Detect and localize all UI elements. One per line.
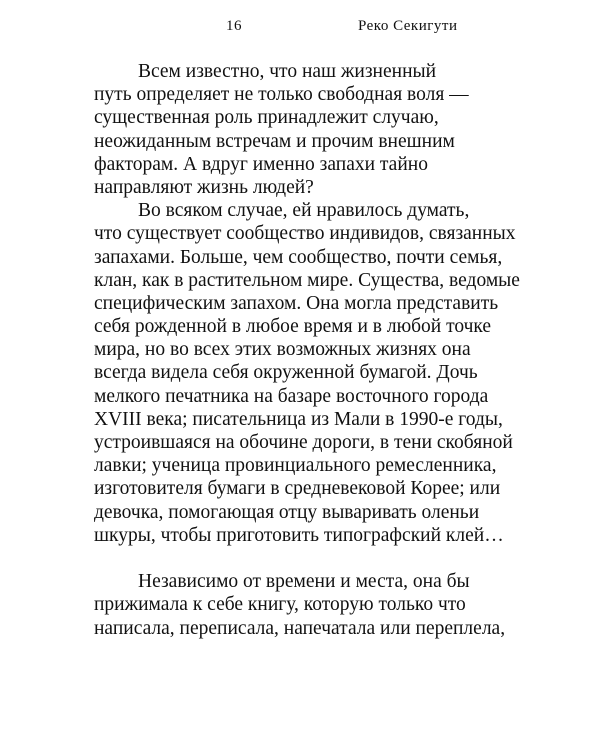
text-line: себя рожденной в любое время и в любой точке [94, 316, 492, 338]
text-line: XVIII века; писательница из Мали в 1990-е годы, [94, 408, 503, 430]
text-line: факторам. А вдруг именно запахи тайно [94, 153, 428, 175]
text-line: всегда видела себя окруженной бумагой. Дочь [94, 362, 478, 384]
text-line: что существует сообщество индивидов, связанных [94, 223, 516, 245]
text-line: Во всяком случае, ей нравилось думать, [138, 200, 470, 222]
paragraph-2 [94, 199, 520, 547]
text-line: изготовителя бумаги в средневековой Корее; или [94, 478, 501, 500]
paragraph-3 [94, 570, 506, 640]
text-line: Независимо от времени и места, она бы [138, 571, 470, 593]
text-line: мира, но во всех этих возможных жизнях она [94, 339, 471, 361]
section-break [94, 547, 494, 570]
text-line: существенная роль принадлежит случаю, [94, 107, 439, 129]
running-head [0, 18, 600, 38]
text-line: прижимала к себе книгу, которую только что [94, 594, 466, 616]
text-line: запахами. Больше, чем сообщество, почти семья, [94, 246, 503, 268]
text-line: направляют жизнь людей? [94, 176, 314, 198]
text-line: Всем известно, что наш жизненный [138, 61, 437, 82]
text-line: написала, переписала, напечатала или переплела, [94, 617, 506, 639]
text-line: устроившаяся на обочине дороги, в тени скобяной [94, 432, 513, 453]
text-line: путь определяет не только свободная воля — [94, 84, 469, 106]
paragraph-1 [94, 60, 494, 199]
page-number: 16 [226, 18, 242, 34]
running-head-author: Реко Секигути [358, 18, 458, 34]
text-line: специфическим запахом. Она могла представить [94, 292, 499, 314]
text-line: лавки; ученица провинциального ремесленника, [94, 455, 497, 477]
text-line: неожиданным встречам и прочим внешним [94, 130, 455, 152]
text-line: девочка, помогающая отцу вываривать оленьи [94, 501, 480, 523]
text-line: шкуры, чтобы приготовить типографский клей… [94, 524, 504, 546]
text-line: клан, как в растительном мире. Существа, ведомые [94, 269, 520, 291]
text-line: мелкого печатника на базаре восточного города [94, 385, 489, 407]
body-text [94, 60, 520, 640]
